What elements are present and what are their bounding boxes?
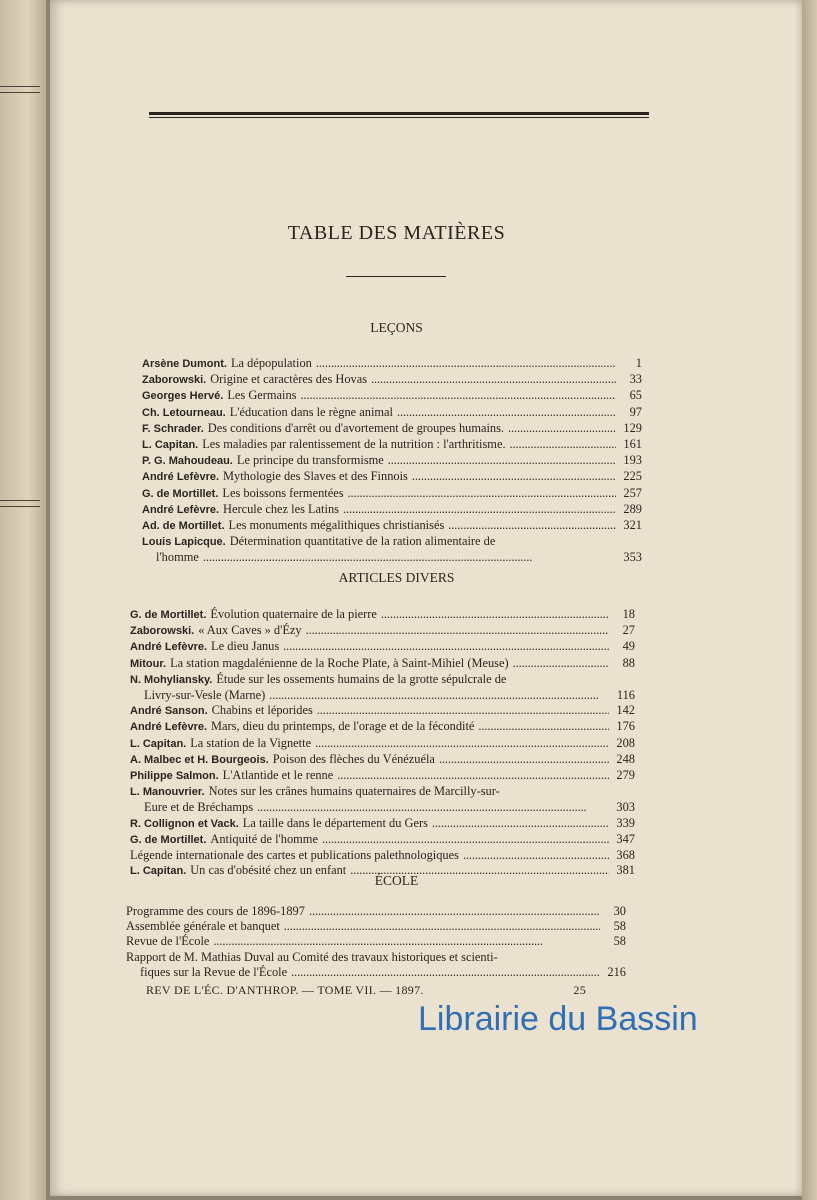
toc-entry: [142, 502, 642, 518]
toc-entry-author: Georges Hervé.: [142, 390, 224, 403]
toc-entry-author: André Sanson.: [130, 705, 208, 718]
adjacent-page-rule: [0, 86, 40, 87]
section-heading-ecole: ÉCOLE: [374, 873, 419, 888]
toc-entry-author: L. Capitan.: [130, 737, 187, 750]
toc-entry-title: Poison des flèches du Vénézuéla: [272, 751, 435, 766]
toc-entry: [142, 405, 642, 421]
toc-entry-page-number: 30: [613, 904, 626, 918]
section-heading-lecons: LEÇONS: [370, 320, 423, 335]
toc-entry-author: Ad. de Mortillet.: [142, 520, 225, 533]
toc-entry-author: Arsène Dumont.: [142, 358, 227, 370]
watermark-text: Librairie du Bassin: [418, 1000, 698, 1038]
toc-entry-page-number: 381: [616, 863, 635, 878]
toc-entry-page-number: 33: [629, 372, 642, 387]
toc-entry-page-number: 339: [616, 815, 635, 830]
toc-entry-author: R. Collignon et Vack.: [130, 817, 239, 830]
toc-entry-page-number: 58: [613, 919, 626, 934]
toc-entry-title: Des conditions d'arrêt ou d'avortement de groupes humains.: [207, 420, 505, 435]
toc-entry-first-line: [130, 784, 635, 800]
toc-entry-continuation: [142, 550, 642, 565]
toc-entry-title: Le principe du transformisme: [236, 453, 384, 468]
toc-entry-author: Zaborowski.: [130, 625, 195, 638]
toc-entry-dot-leader: [337, 768, 609, 783]
toc-entry: [130, 832, 635, 848]
toc-entry-page-number: 176: [616, 719, 635, 734]
toc-entry: [142, 356, 642, 372]
toc-entry-page-number: 49: [622, 639, 635, 654]
toc-entry-title: La taille dans le département du Gers: [242, 815, 428, 830]
toc-entry-title: La station magdalénienne de la Roche Plate, à Saint-Mihiel (Meuse): [170, 655, 509, 670]
toc-entry-author: L. Manouvrier.: [130, 786, 205, 799]
toc-entry-title: Les monuments mégalithiques christianisés: [228, 518, 445, 533]
toc-entry-title: Notes sur les crânes humains quaternaires de Marcilly-sur-: [208, 784, 500, 799]
toc-entry-author: Louis Lapicque.: [142, 536, 226, 549]
toc-entry: [142, 469, 642, 485]
toc-entry: [126, 934, 626, 949]
toc-entry: [130, 607, 635, 623]
toc-entry-page-number: 208: [616, 735, 635, 750]
toc-entry: [130, 848, 635, 863]
toc-entry-dot-leader: [439, 752, 609, 767]
toc-entry-author: André Lefèvre.: [130, 721, 208, 734]
toc-entry-page-number: 161: [623, 437, 642, 452]
toc-entry-dot-leader: [448, 518, 616, 533]
toc-entry: [130, 703, 635, 719]
toc-entry: [130, 752, 635, 768]
toc-entry-dot-leader: [284, 919, 600, 934]
toc-entry-dot-leader: [315, 736, 609, 751]
toc-entry-title: La station de la Vignette: [190, 735, 312, 750]
toc-entry-dot-leader: [432, 816, 609, 831]
toc-entry-author: F. Schrader.: [142, 422, 204, 435]
toc-entry-dot-leader: [203, 550, 616, 565]
toc-entry: [130, 768, 635, 784]
toc-entry: [130, 736, 635, 752]
toc-entry-page-number: 58: [613, 934, 626, 949]
toc-entry: [142, 388, 642, 404]
toc-entry-title: La dépopulation: [230, 356, 312, 370]
toc-entry-dot-leader: [269, 688, 609, 703]
toc-entry-author: Ch. Letourneau.: [142, 406, 226, 419]
toc-entry-dot-leader: [381, 607, 609, 622]
toc-entry-dot-leader: [371, 372, 616, 387]
toc-entry-author: Philippe Salmon.: [130, 770, 219, 783]
toc-entry-page-number: 248: [616, 751, 635, 766]
toc-entry-dot-leader: [348, 486, 616, 501]
toc-entry: [130, 784, 635, 815]
toc-entry-dot-leader: [397, 405, 616, 420]
toc-entry-author: G. de Mortillet.: [142, 487, 219, 500]
toc-entry-dot-leader: [291, 965, 600, 980]
toc-entry-author: A. Malbec et H. Bourgeois.: [130, 753, 269, 766]
toc-entry-page-number: 65: [629, 388, 642, 403]
section-heading-articles-divers: ARTICLES DIVERS: [338, 570, 455, 585]
toc-entry-dot-leader: [508, 421, 616, 436]
toc-list-ecole: [126, 904, 626, 980]
toc-entry-dot-leader: [510, 437, 616, 452]
toc-entry-title: Antiquité de l'homme: [210, 831, 318, 846]
toc-entry-dot-leader: [317, 703, 609, 718]
footer-signature: REV DE L'ÉC. D'ANTHROP. — TOME VII. — 1897.: [146, 983, 424, 997]
toc-entry-title: Assemblée générale et banquet: [126, 919, 280, 934]
toc-entry-dot-leader: [316, 356, 616, 371]
toc-entry-continuation: [130, 688, 635, 703]
toc-entry-dot-leader: [322, 832, 609, 847]
toc-entry-author: André Lefèvre.: [142, 471, 220, 484]
toc-entry-title: Origine et caractères des Hovas: [210, 372, 368, 387]
toc-entry: [126, 904, 626, 919]
toc-entry-page-number: 353: [623, 550, 642, 565]
toc-entry-author: Zaborowski.: [142, 374, 207, 387]
toc-entry-page-number: 368: [616, 848, 635, 863]
toc-entry-page-number: 88: [622, 655, 635, 670]
toc-entry: [126, 919, 626, 934]
toc-entry-title: Un cas d'obésité chez un enfant: [190, 863, 347, 878]
toc-entry-page-number: 289: [623, 501, 642, 516]
toc-entry-dot-leader: [283, 639, 609, 654]
toc-entry-page-number: 216: [607, 964, 626, 979]
toc-entry-page-number: 347: [616, 831, 635, 846]
toc-entry-author: N. Mohyliansky.: [130, 673, 213, 686]
toc-entry-title-continued: Livry-sur-Vesle (Marne): [144, 688, 266, 703]
toc-entry: [130, 639, 635, 655]
toc-entry: [130, 656, 635, 672]
toc-entry-title: Chabins et léporides: [211, 703, 313, 718]
toc-entry-title: Les boissons fermentées: [222, 485, 344, 500]
toc-entry-dot-leader: [388, 453, 616, 468]
toc-entry-title-continued: Eure et de Bréchamps: [144, 800, 254, 815]
toc-entry-author: L. Capitan.: [130, 865, 187, 878]
toc-entry-author: L. Capitan.: [142, 439, 199, 452]
toc-entry-dot-leader: [257, 800, 609, 815]
toc-entry: [130, 816, 635, 832]
toc-entry-page-number: 27: [622, 623, 635, 638]
header-double-rule: [149, 112, 649, 118]
toc-entry-title: L'éducation dans le règne animal: [229, 404, 393, 419]
toc-entry-author: Mitour.: [130, 657, 167, 670]
toc-entry-page-number: 116: [616, 688, 635, 703]
toc-entry-page-number: 225: [623, 469, 642, 484]
toc-entry: [142, 453, 642, 469]
toc-entry-title: Le dieu Janus: [211, 639, 280, 654]
toc-entry: [130, 672, 635, 703]
toc-entry-title-continued: l'homme: [156, 550, 199, 565]
toc-entry-author: G. de Mortillet.: [130, 609, 207, 621]
toc-entry-author: André Lefèvre.: [142, 503, 220, 516]
toc-entry-author: André Lefèvre.: [130, 641, 208, 654]
toc-entry-author: G. de Mortillet.: [130, 833, 207, 846]
toc-entry-page-number: 97: [629, 404, 642, 419]
toc-entry-title-continued: fiques sur la Revue de l'École: [140, 964, 288, 979]
toc-entry-author: P. G. Mahoudeau.: [142, 455, 233, 468]
toc-entry-page-number: 321: [623, 518, 642, 533]
toc-entry-page-number: 193: [623, 453, 642, 468]
toc-entry-title: Mars, dieu du printemps, de l'orage et de la fécondité: [211, 719, 475, 734]
toc-entry-title: Évolution quaternaire de la pierre: [210, 607, 377, 621]
adjacent-page-rule: [0, 506, 40, 507]
toc-entry-dot-leader: [513, 656, 609, 671]
toc-entry: [142, 372, 642, 388]
toc-entry: [142, 486, 642, 502]
toc-entry-dot-leader: [412, 469, 616, 484]
toc-entry-page-number: 142: [616, 703, 635, 718]
toc-entry: [130, 623, 635, 639]
toc-entry-title: Les maladies par ralentissement de la nutrition : l'arthritisme.: [202, 437, 506, 452]
toc-entry-continuation: [126, 965, 626, 980]
page-stack-edge: [802, 0, 817, 1200]
toc-entry-continuation: [130, 800, 635, 815]
toc-entry-dot-leader: [478, 719, 609, 734]
toc-entry-page-number: 257: [623, 485, 642, 500]
toc-entry-page-number: 1: [635, 356, 642, 370]
toc-entry: [142, 437, 642, 453]
toc-entry-title: Détermination quantitative de la ration alimentaire de: [229, 534, 496, 549]
toc-entry-first-line: [126, 950, 626, 965]
toc-entry-page-number: 303: [616, 800, 635, 815]
toc-entry-title: Hercule chez les Latins: [223, 501, 339, 516]
adjacent-page-rule: [0, 92, 40, 93]
adjacent-page-rule: [0, 500, 40, 501]
title-underline: [346, 276, 446, 277]
footer-sheet-number: 25: [573, 983, 586, 997]
toc-entry-dot-leader: [309, 904, 600, 919]
toc-entry-first-line: [130, 672, 635, 688]
toc-entry: [130, 719, 635, 735]
toc-entry-page-number: 279: [616, 768, 635, 783]
toc-entry: [126, 950, 626, 980]
toc-entry-dot-leader: [213, 934, 600, 949]
toc-entry: [142, 534, 642, 565]
toc-entry-title: « Aux Caves » d'Ézy: [198, 623, 302, 638]
toc-entry-dot-leader: [343, 502, 616, 517]
toc-list-lecons: [142, 356, 642, 566]
toc-entry-first-line: [142, 534, 642, 550]
toc-entry-dot-leader: [463, 848, 609, 863]
adjacent-page-edge: [0, 0, 46, 1200]
toc-entry-dot-leader: [306, 623, 609, 638]
page-footer: [146, 983, 596, 998]
toc-entry-title: L'Atlantide et le renne: [222, 768, 334, 783]
toc-entry-title: Étude sur les ossements humains de la grotte sépulcrale de: [216, 671, 507, 686]
toc-entry-page-number: 129: [623, 420, 642, 435]
toc-entry-title: Revue de l'École: [126, 934, 210, 949]
toc-entry-dot-leader: [301, 388, 617, 403]
toc-entry: [142, 518, 642, 534]
page-title: TABLE DES MATIÈRES: [287, 222, 506, 244]
toc-entry-title: Légende internationale des cartes et publications palethnologiques: [130, 848, 459, 863]
toc-list-articles-divers: [130, 607, 635, 879]
toc-entry-title: Mythologie des Slaves et des Finnois: [223, 469, 408, 484]
toc-entry-title: Rapport de M. Mathias Duval au Comité des travaux historiques et scienti-: [126, 949, 498, 964]
toc-entry-title: Programme des cours de 1896-1897: [126, 904, 305, 918]
toc-entry: [142, 421, 642, 437]
toc-entry-page-number: 18: [622, 607, 635, 621]
toc-entry-title: Les Germains: [227, 388, 297, 403]
